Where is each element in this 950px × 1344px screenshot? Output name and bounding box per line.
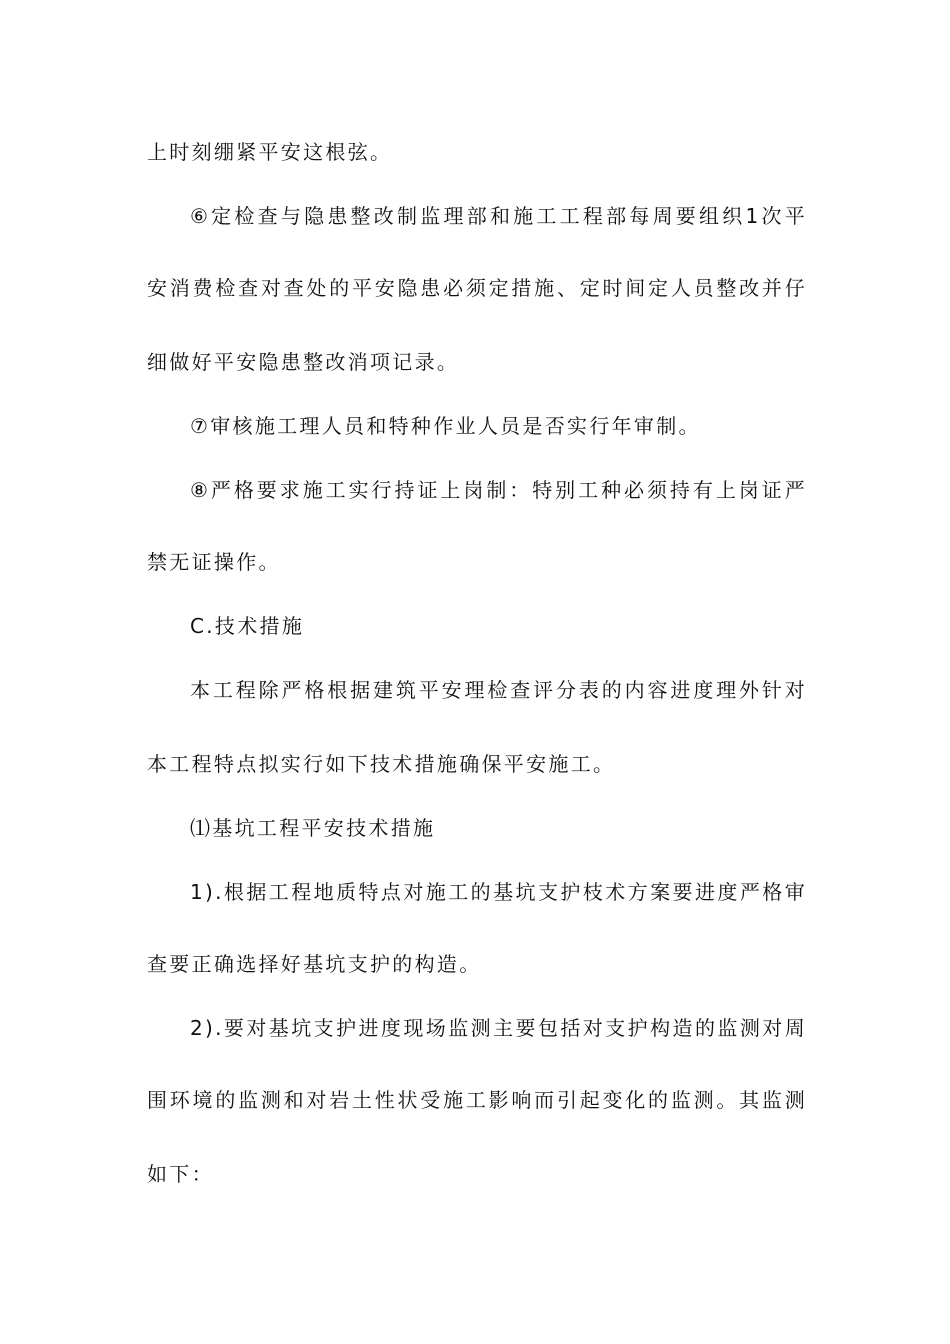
text-line-16: 如下：	[147, 1162, 214, 1186]
text-line-2: ⑥定检查与隐患整改制监理部和施工工程部每周要组织1次平	[190, 204, 807, 228]
section-heading-technical-measures: C.技术措施	[190, 614, 305, 638]
text-line-4: 细做好平安隐患整改消项记录。	[147, 350, 460, 374]
subsection-heading-foundation-pit: ⑴基坑工程平安技术措施	[190, 816, 436, 840]
text-line-13: 查要正确选择好基坑支护的构造。	[147, 952, 482, 976]
text-line-6: ⑧严格要求施工实行持证上岗制：特别工种必须持有上岗证严	[190, 478, 807, 502]
text-line-10: 本工程特点拟实行如下技术措施确保平安施工。	[147, 752, 616, 776]
text-line-1: 上时刻绷紧平安这根弦。	[147, 140, 393, 164]
text-line-3: 安消费检查对查处的平安隐患必须定措施、定时间定人员整改并仔	[147, 276, 807, 300]
text-line-5: ⑦审核施工理人员和特种作业人员是否实行年审制。	[190, 414, 701, 438]
text-line-14: 2).要对基坑支护进度现场监测主要包括对支护构造的监测对周	[190, 1016, 807, 1040]
text-line-12: 1).根据工程地质特点对施工的基坑支护枝术方案要进度严格审	[190, 880, 807, 904]
text-line-7: 禁无证操作。	[147, 550, 281, 574]
text-line-15: 围环境的监测和对岩土性状受施工影响而引起变化的监测。其监测	[147, 1088, 807, 1112]
text-line-9: 本工程除严格根据建筑平安理检查评分表的内容进度理外针对	[190, 678, 807, 702]
